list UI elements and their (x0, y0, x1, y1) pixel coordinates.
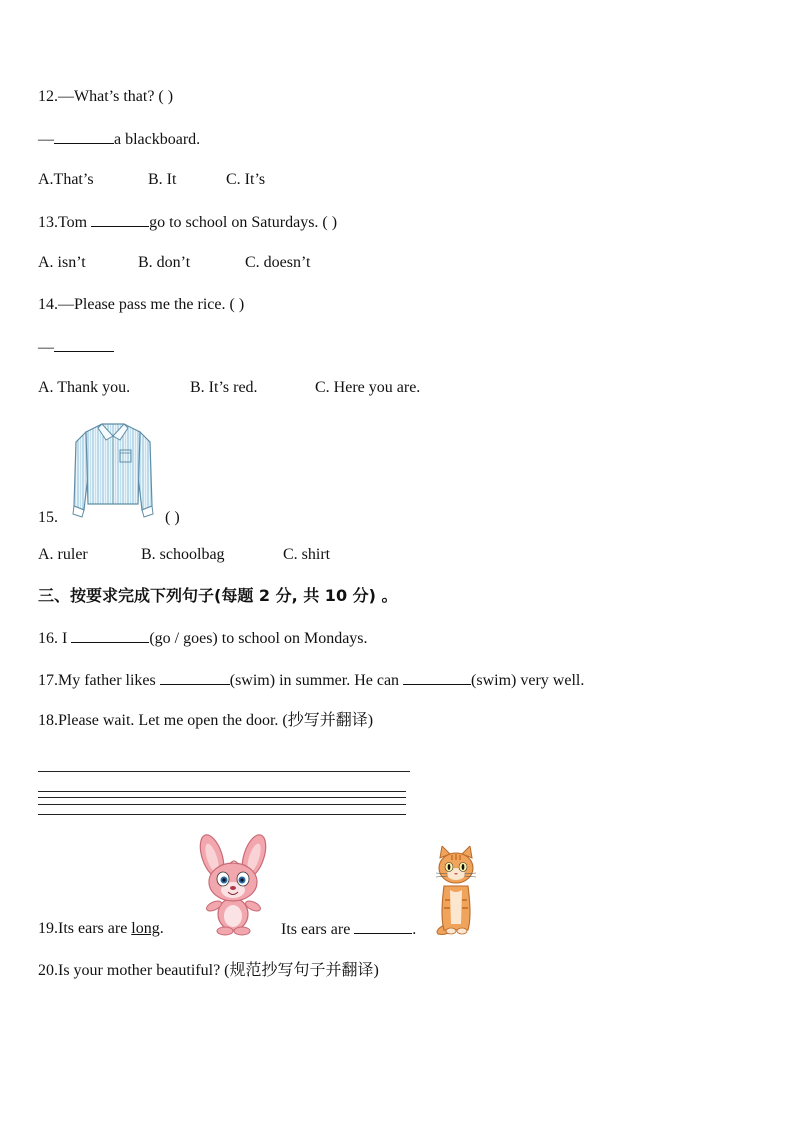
q19-after: . (159, 920, 164, 937)
q13-option-a[interactable]: A. isn’t (38, 254, 86, 271)
q18-writing-line-3[interactable] (38, 797, 406, 798)
q12-answer-line (38, 129, 200, 150)
q12-blank[interactable] (54, 129, 114, 144)
q20-text: 20.Is your mother beautiful? (规范抄写句子并翻译) (38, 962, 379, 979)
q15-paren: ( ) (165, 509, 180, 526)
q14-answer-prefix: — (38, 339, 54, 356)
q13-prompt-after: go to school on Saturdays. ( ) (149, 214, 338, 231)
q17-blank-1[interactable] (160, 670, 230, 685)
q12-option-c[interactable]: C. It’s (226, 171, 266, 188)
rabbit-picture (190, 834, 276, 936)
q14-option-c[interactable]: C. Here you are. (315, 379, 421, 396)
q18-writing-line-5[interactable] (38, 814, 406, 815)
q19-second-clause (281, 919, 416, 940)
q19-underlined-word: long (131, 920, 160, 937)
q18-writing-line-2[interactable] (38, 791, 406, 792)
q12-option-a[interactable]: A.That’s (38, 171, 94, 188)
q12-answer-suffix: a blackboard. (114, 131, 201, 148)
q14-option-a[interactable]: A. Thank you. (38, 379, 131, 396)
q14-option-b[interactable]: B. It’s red. (190, 379, 258, 396)
section-3-heading: 三、按要求完成下列句子(每题 2 分, 共 10 分) 。 (38, 586, 398, 605)
q12-option-b[interactable]: B. It (148, 171, 177, 188)
q15-number: 15. (38, 509, 58, 526)
shirt-picture (72, 420, 154, 520)
q13-prompt-before: 13.Tom (38, 214, 92, 231)
q12-prompt: 12.—What’s that? ( ) (38, 88, 174, 105)
q16-after: (go / goes) to school on Mondays. (149, 630, 368, 647)
q13-option-b[interactable]: B. don’t (138, 254, 191, 271)
cat-picture (432, 846, 480, 936)
q17-before: 17.My father likes (38, 672, 160, 689)
q17-middle: (swim) in summer. He can (229, 672, 404, 689)
q19-before: 19.Its ears are (38, 920, 132, 937)
q17-after: (swim) very well. (471, 672, 585, 689)
q15-option-c[interactable]: C. shirt (283, 546, 331, 563)
q16 (38, 628, 368, 649)
q16-blank[interactable] (71, 628, 149, 643)
q19-second-after: . (412, 921, 417, 938)
q15-option-b[interactable]: B. schoolbag (141, 546, 225, 563)
q15-option-a[interactable]: A. ruler (38, 546, 88, 563)
q12-answer-prefix: — (38, 131, 54, 148)
q14-blank[interactable] (54, 337, 114, 352)
q13-blank[interactable] (91, 212, 149, 227)
q18-text: 18.Please wait. Let me open the door. (抄写并翻译) (38, 712, 374, 729)
q13-option-c[interactable]: C. doesn’t (245, 254, 311, 271)
q14-answer-line (38, 337, 114, 358)
q19-first-clause (38, 919, 164, 939)
q16-before: 16. I (38, 630, 72, 647)
q13-prompt (38, 212, 337, 233)
q14-prompt: 14.—Please pass me the rice. ( ) (38, 296, 245, 313)
q17 (38, 670, 584, 691)
q19-blank[interactable] (354, 919, 412, 934)
q17-blank-2[interactable] (403, 670, 471, 685)
q19-second-before: Its ears are (281, 921, 355, 938)
q18-writing-line-1[interactable] (38, 771, 410, 772)
q18-writing-line-4[interactable] (38, 804, 406, 805)
